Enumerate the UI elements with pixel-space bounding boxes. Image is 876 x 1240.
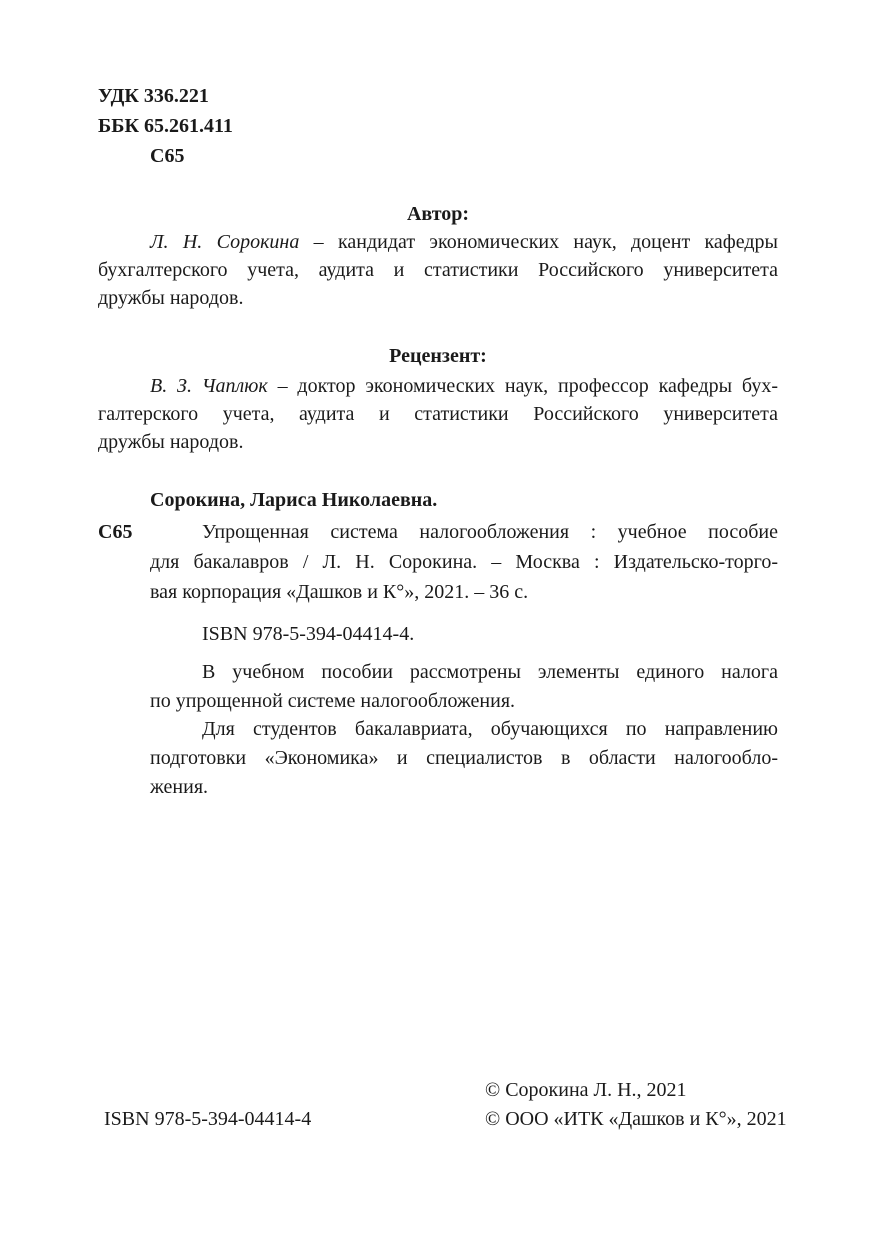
annotation-1-line-2: по упрощенной системе налогообложения. bbox=[150, 690, 516, 712]
footer-isbn: ISBN 978-5-394-04414-4 bbox=[104, 1108, 312, 1130]
copyright-author: © Сорокина Л. Н., 2021 bbox=[485, 1079, 687, 1101]
author-line-3: дружбы народов. bbox=[98, 287, 244, 309]
author-line-2: бухгалтерского учета, аудита и статистики Российского университета bbox=[98, 259, 778, 281]
author-line-1 bbox=[150, 228, 778, 256]
catalog-title-line-1: Упрощенная система налогообложения : учебное пособие bbox=[202, 521, 778, 543]
reviewer-name: В. З. Чаплюк bbox=[150, 375, 268, 397]
catalog-isbn: ISBN 978-5-394-04414-4. bbox=[202, 623, 415, 645]
reviewer-heading: Рецензент: bbox=[389, 345, 487, 367]
copyright-publisher: © ООО «ИТК «Дашков и К°», 2021 bbox=[485, 1108, 787, 1130]
bbk-code: ББК 65.261.411 bbox=[98, 115, 233, 137]
annotation-1-line-1: В учебном пособии рассмотрены элементы единого налога bbox=[202, 661, 778, 683]
catalog-title-line-3: вая корпорация «Дашков и К°», 2021. – 36 с. bbox=[150, 581, 529, 603]
reviewer-line-3: дружбы народов. bbox=[98, 431, 244, 453]
annotation-2-line-2: подготовки «Экономика» и специалистов в области налогообло- bbox=[150, 747, 778, 769]
reviewer-desc: – доктор экономических наук, профессор кафедры бух- bbox=[267, 375, 778, 397]
author-heading: Автор: bbox=[406, 203, 470, 225]
catalog-code: С65 bbox=[98, 521, 133, 543]
author-name: Л. Н. Сорокина bbox=[150, 231, 300, 253]
catalog-title-line-2: для бакалавров / Л. Н. Сорокина. – Москва : Издательско-торго- bbox=[150, 551, 778, 573]
catalog-author-heading: Сорокина, Лариса Николаевна. bbox=[150, 489, 438, 511]
author-desc: – кандидат экономических наук, доцент кафедры bbox=[299, 231, 778, 253]
annotation-2-line-1: Для студентов бакалавриата, обучающихся по направлению bbox=[202, 718, 778, 740]
annotation-2-line-3: жения. bbox=[150, 776, 209, 798]
author-mark: С65 bbox=[150, 145, 185, 167]
reviewer-line-1 bbox=[150, 372, 778, 400]
udk-code: УДК 336.221 bbox=[98, 85, 209, 107]
reviewer-line-2: галтерского учета, аудита и статистики Российского университета bbox=[98, 403, 778, 425]
